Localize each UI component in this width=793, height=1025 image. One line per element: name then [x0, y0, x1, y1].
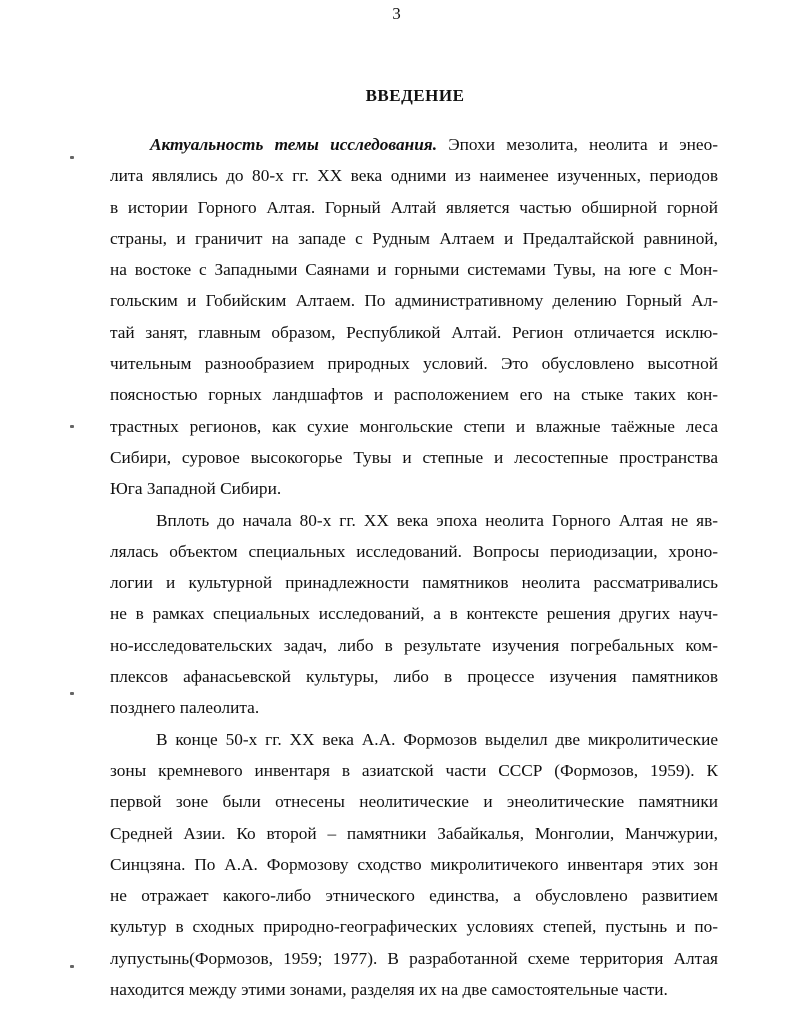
paragraph-line: на востоке с Западными Саянами и горными системами Тувы, на юге с Мон- — [110, 260, 718, 280]
paragraph-1 — [110, 129, 718, 1005]
paragraph-line: лялась объектом специальных исследований. Вопросы периодизации, хроно- — [110, 541, 718, 561]
paragraph-line: лупустынь(Формозов, 1959; 1977). В разработанной схеме территория Алтая — [110, 948, 718, 968]
paragraph-line: Синцзяна. По А.А. Формозову сходство микролитичекого инвентаря этих зон — [110, 854, 718, 874]
paragraph-line: не в рамках специальных исследований, а в контексте решения других науч- — [110, 604, 718, 624]
line-text: Эпохи мезолита, неолита и энео- — [437, 135, 718, 154]
paragraph-line: тай занят, главным образом, Республикой Алтай. Регион отличается исклю- — [110, 322, 718, 342]
paragraph-line: чительным разнообразием природных условий. Это обусловлено высотной — [110, 354, 718, 374]
scan-mark — [70, 156, 74, 159]
scan-mark — [70, 692, 74, 695]
paragraph-line: В конце 50-х гг. XX века А.А. Формозов выделил две микролитические — [156, 729, 718, 749]
paragraph-line: позднего палеолита. — [110, 698, 260, 718]
paragraph-line: не отражает какого-либо этнического единства, а обусловлено развитием — [110, 886, 718, 906]
paragraph-line: Средней Азии. Ко второй – памятники Забайкалья, Монголии, Манчжурии, — [110, 823, 718, 843]
scan-mark — [70, 425, 74, 428]
paragraph-line: культур в сходных природно-географических условиях степей, пустынь и по- — [110, 917, 718, 937]
paragraph-line: логии и культурной принадлежности памятников неолита рассматривались — [110, 573, 718, 593]
paragraph-line: трастных регионов, как сухие монгольские степи и влажные таёжные леса — [110, 416, 718, 436]
paragraph-line: первой зоне были отнесены неолитические и энеолитические памятники — [110, 792, 718, 812]
paragraph-line: Вплоть до начала 80-х гг. XX века эпоха неолита Горного Алтая не яв- — [156, 510, 718, 530]
paragraph-line: находится между этими зонами, разделяя их на две самостоятельные части. — [110, 980, 668, 1000]
page-title: ВВЕДЕНИЕ — [365, 86, 465, 105]
paragraph-line: зоны кремневого инвентаря в азиатской части СССР (Формозов, 1959). К — [110, 760, 718, 780]
paragraph-line: плексов афанасьевской культуры, либо в процессе изучения памятников — [110, 667, 718, 687]
paragraph-line — [110, 129, 718, 160]
paragraph-line: гольским и Гобийским Алтаем. По административному делению Горный Ал- — [110, 291, 718, 311]
lead-phrase: Актуальность темы исследования. — [150, 135, 438, 154]
paragraph-line: поясностью горных ландшафтов и расположением его на стыке таких кон- — [110, 385, 718, 405]
scan-mark — [70, 965, 74, 968]
paragraph-line: лита являлись до 80-х гг. XX века одними из наименее изученных, периодов — [110, 166, 718, 186]
paragraph-line: Сибири, суровое высокогорье Тувы и степные и лесостепные пространства — [110, 447, 718, 467]
paragraph-line: страны, и граничит на западе с Рудным Алтаем и Предалтайской равниной, — [110, 228, 718, 248]
paragraph-line: но-исследовательских задач, либо в результате изучения погребальных ком- — [110, 635, 718, 655]
paragraph-line: Юга Западной Сибири. — [110, 479, 282, 499]
page-number: 3 — [392, 4, 401, 23]
paragraph-line: в истории Горного Алтая. Горный Алтай является частью обширной горной — [110, 197, 718, 217]
